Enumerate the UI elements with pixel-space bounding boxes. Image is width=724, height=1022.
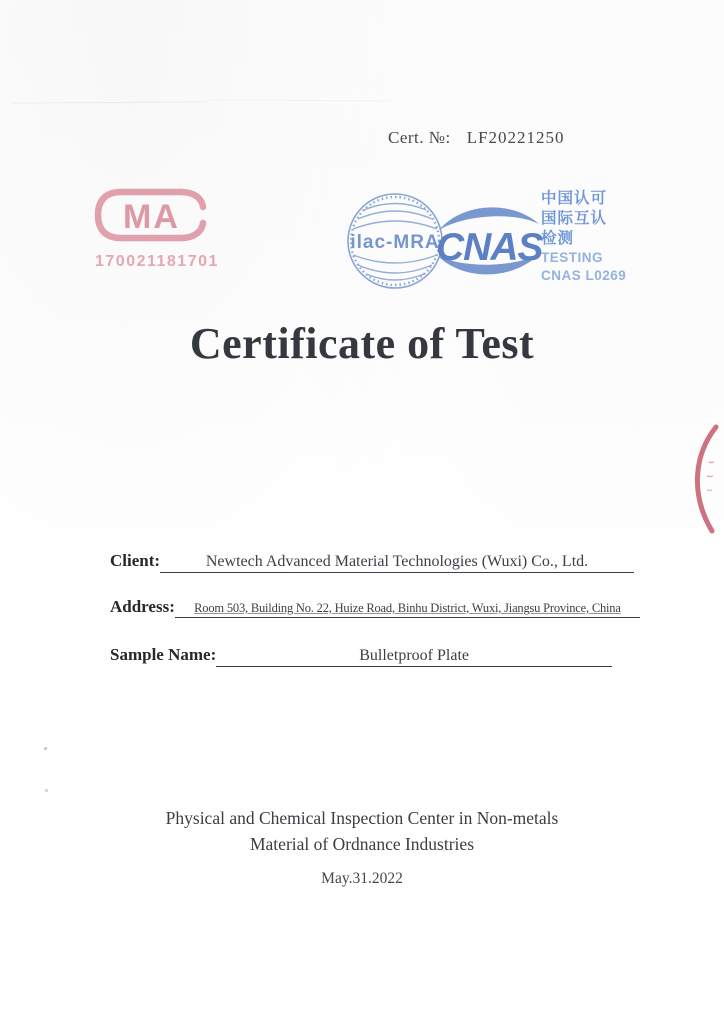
ilac-mra-logo (344, 191, 446, 296)
address-value: Room 503, Building No. 22, Huize Road, Binhu District, Wuxi, Jiangsu Province, China (175, 601, 640, 618)
cnas-caption-cn2: 国际互认 (541, 210, 608, 227)
sample-name-label: Sample Name: (110, 645, 217, 664)
cma-accreditation-number: 170021181701 (95, 253, 219, 270)
issue-date: May.31.2022 (321, 870, 403, 887)
client-label: Client: (110, 551, 161, 570)
issuer-line1: Physical and Chemical Inspection Center in Non-metals (165, 808, 559, 828)
cnas-logo (436, 197, 544, 290)
cma-letters: MA (123, 198, 180, 236)
cnas-caption-number: CNAS L0269 (541, 268, 627, 283)
ilac-mra-text: ilac-MRA (350, 232, 440, 253)
scan-crease-artifact (210, 100, 390, 102)
issuer-line2: Material of Ordnance Industries (249, 834, 474, 854)
address-label: Address: (110, 597, 175, 616)
cnas-caption-cn3: 检测 (541, 230, 575, 247)
cnas-text: CNAS (436, 226, 543, 269)
field-row-address (110, 597, 640, 618)
scan-speck-artifact (45, 789, 48, 792)
ilac-mra-icon (344, 191, 446, 291)
sample-name-value: Bulletproof Plate (216, 647, 612, 667)
field-row-client (110, 551, 634, 573)
cma-accreditation-logo (93, 184, 219, 271)
document-title: Certificate of Test (189, 319, 535, 368)
scan-crease-artifact (12, 101, 207, 103)
client-value: Newtech Advanced Material Technologies (Wuxi) Co., Ltd. (160, 553, 634, 573)
issuer-block (0, 805, 724, 892)
certificate-number-value: LF20221250 (466, 128, 565, 147)
scan-speck-artifact (44, 747, 47, 750)
cnas-caption-block (541, 189, 651, 285)
cnas-icon (436, 197, 544, 285)
cnas-caption-testing: TESTING (541, 250, 604, 265)
cnas-caption-cn1: 中国认可 (541, 190, 608, 207)
certificate-number-label: Cert. №: (388, 128, 451, 147)
certificate-number-line (388, 128, 565, 148)
cma-logo-icon (93, 184, 211, 246)
field-row-sample-name (110, 645, 612, 667)
red-stamp-arc-icon (676, 424, 724, 534)
red-stamp-partial (676, 424, 724, 539)
